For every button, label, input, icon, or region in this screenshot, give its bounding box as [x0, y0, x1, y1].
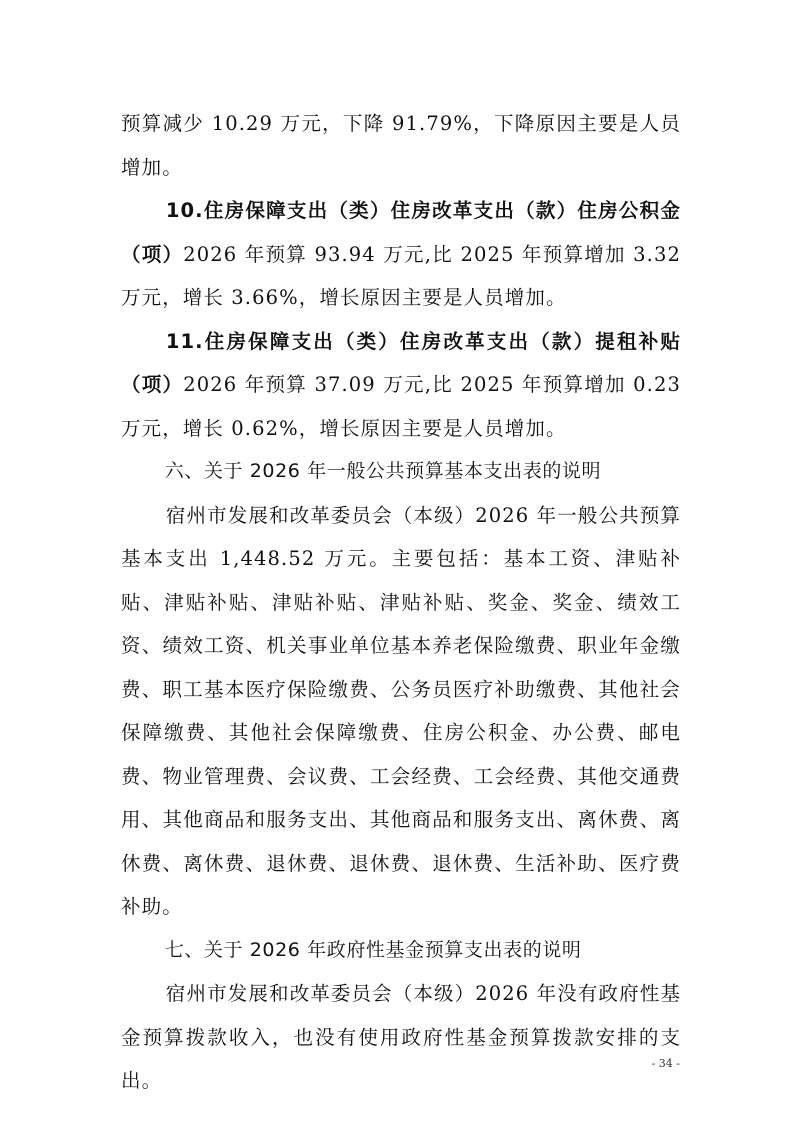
page-number: - 34 - — [651, 1057, 680, 1070]
section-heading-7: 七、关于 2026 年政府性基金预算支出表的说明 — [164, 938, 582, 961]
item-title-housing-provident-fund: 10.住房保障支出（类）住房改革支出（款）住房公积金（项） — [121, 199, 681, 266]
item-body-housing-provident-fund: 2026 年预算 93.94 万元,比 2025 年预算增加 3.32 万元，增长 3.66%，增长原因主要是人员增加。 — [121, 242, 681, 309]
paragraph-housing-provident-fund — [121, 189, 681, 320]
section-heading-6: 六、关于 2026 年一般公共预算基本支出表的说明 — [164, 460, 602, 482]
paragraph-rent-subsidy — [121, 320, 681, 451]
paragraph-basic-expenditure: 宿州市发展和改革委员会（本级）2026 年一般公共预算基本支出 1,448.52 万元。主要包括：基本工资、津贴补贴、津贴补贴、津贴补贴、津贴补贴、奖金、奖金、绩效工资、绩效工资、机关事业单位基本养老保险缴费、职业年金缴费、职工基本医疗保险缴费、公务员医疗补助缴费、其他社会保障缴费、其他社会保障缴费、住房公积金、办公费、邮电费、物业管理费、会议费、工会经费、工会经费、其他交通费用、其他商品和服务支出、其他商品和服务支出、离休费、离休费、离休费、退休费、退休费、退休费、生活补助、医疗费补助。 — [121, 503, 681, 918]
item-body-rent-subsidy: 2026 年预算 37.09 万元,比 2025 年预算增加 0.23 万元，增长 0.62%，增长原因主要是人员增加。 — [121, 373, 681, 440]
item-title-rent-subsidy: 11.住房保障支出（类）住房改革支出（款）提租补贴（项） — [121, 329, 681, 396]
paragraph-budget-decrease: 预算减少 10.29 万元，下降 91.79%，下降原因主要是人员增加。 — [121, 112, 681, 179]
paragraph-government-fund: 宿州市发展和改革委员会（本级）2026 年没有政府性基金预算拨款收入，也没有使用政府性基金预算拨款安排的支出。 — [121, 982, 681, 1092]
document-body — [121, 102, 681, 1103]
